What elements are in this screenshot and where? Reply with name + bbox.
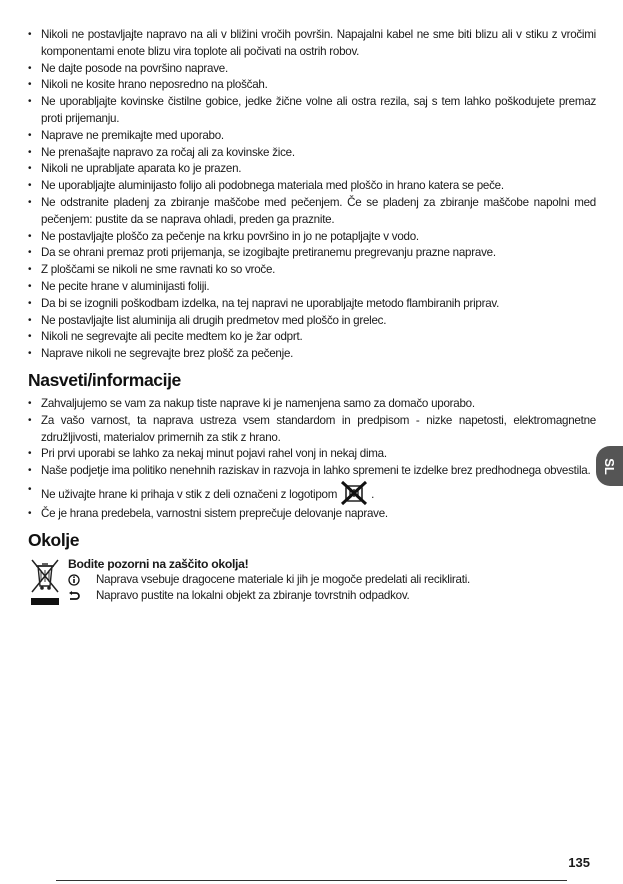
- page-number: 135: [568, 855, 590, 870]
- list-item: • Nikoli ne postavljajte napravo na ali v bližini vročih površin. Napajalni kabel ne sme biti blizu ali v stiku z vročimi komponentami enote blizu vira toplote ali počivati na ostrih robov.: [28, 27, 596, 61]
- environment-text: Napravo pustite na lokalni objekt za zbiranje tovrstnih odpadkov.: [96, 588, 410, 602]
- list-item: • Ne postavljajte list aluminija ali drugih predmetov med ploščo in grelec.: [28, 313, 596, 330]
- list-item: • Da se ohrani premaz proti prijemanja, se izogibajte pretiranemu pregrevanju prazne naprave.: [28, 245, 596, 262]
- language-tab: [596, 446, 623, 486]
- list-item: • Ne prenašajte napravo za ročaj ali za kovinske žice.: [28, 145, 596, 162]
- list-item: • Nikoli ne uprabljate aparata ko je prazen.: [28, 161, 596, 178]
- environment-text: Naprava vsebuje dragocene materiale ki jih je mogoče predelati ali reciklirati.: [96, 572, 470, 586]
- list-item: • Nikoli ne kosite hrano neposredno na ploščah.: [28, 77, 596, 94]
- safety-list: [28, 27, 596, 363]
- list-item: • Nikoli ne segrevajte ali pecite medtem ko je žar odprt.: [28, 329, 596, 346]
- footer-divider: [56, 880, 567, 881]
- list-item: • Ne uporabljajte kovinske čistilne gobice, jedke žične volne ali ostra rezila, saj s tem lahko poškodujete premaz proti prijemanju.: [28, 94, 596, 128]
- no-food-contact-icon: [339, 480, 369, 506]
- logo-text-end: .: [371, 487, 375, 501]
- language-tab-label: SL: [602, 457, 617, 475]
- list-item: • Če je hrana predebela, varnostni sistem preprečuje delovanje naprave.: [28, 506, 596, 523]
- environment-title: Bodite pozorni na zaščito okolja!: [68, 556, 249, 571]
- list-item: • Naše podjetje ima politiko nenehnih raziskav in razvoja in lahko spremeni te izdelke brez predhodnega obvestila.: [28, 463, 596, 480]
- list-item: • Z ploščami se nikoli ne sme ravnati ko so vroče.: [28, 262, 596, 279]
- environment-line-recycle: [68, 572, 596, 588]
- list-item: • Da bi se izognili poškodbam izdelka, na tej napravi ne uporabljajte metodo flambiranih priprav.: [28, 296, 596, 313]
- environment-heading: Okolje: [28, 529, 80, 550]
- list-item: • Ne dajte posode na površino naprave.: [28, 61, 596, 78]
- tips-heading: Nasveti/informacije: [28, 369, 181, 390]
- list-item: • Za vašo varnost, ta naprava ustreza vsem standardom in predpisom - nizke napetosti, elektromagnetne združljivosti, materialov primernih za stik z hrano.: [28, 413, 596, 447]
- list-item-logo: [28, 480, 596, 506]
- list-item: • Zahvaljujemo se vam za nakup tiste naprave ki je namenjena samo za domačo uporabo.: [28, 396, 596, 413]
- list-item: • Ne postavljajte ploščo za pečenje na krku površino in jo ne potapljajte v vodo.: [28, 229, 596, 246]
- list-item: • Ne pecite hrane v aluminijasti foliji.: [28, 279, 596, 296]
- list-item: • Naprave nikoli ne segrevajte brez plošč za pečenje.: [28, 346, 596, 363]
- environment-line-dispose: [68, 588, 596, 604]
- page-content: [28, 27, 596, 604]
- crossed-bin-icon: [30, 556, 60, 606]
- list-item: • Pri prvi uporabi se lahko za nekaj minut pojavi rahel vonj in nekaj dima.: [28, 446, 596, 463]
- return-arrow-icon: [68, 590, 80, 602]
- tips-list: [28, 396, 596, 523]
- list-item: • Naprave ne premikajte med uporabo.: [28, 128, 596, 145]
- environment-block: [28, 556, 596, 604]
- list-item: • Ne uporabljajte aluminijasto folijo ali podobnega materiala med ploščo in hrano katera se peče.: [28, 178, 596, 195]
- list-item: • Ne odstranite pladenj za zbiranje maščobe med pečenjem. Če se pladenj za zbiranje maščobe napolni med pečenjem: pustite da se naprava ohladi, preden ga praznite.: [28, 195, 596, 229]
- logo-text: Ne uživajte hrane ki prihaja v stik z deli označeni z logotipom: [41, 487, 338, 501]
- info-icon: [68, 574, 80, 586]
